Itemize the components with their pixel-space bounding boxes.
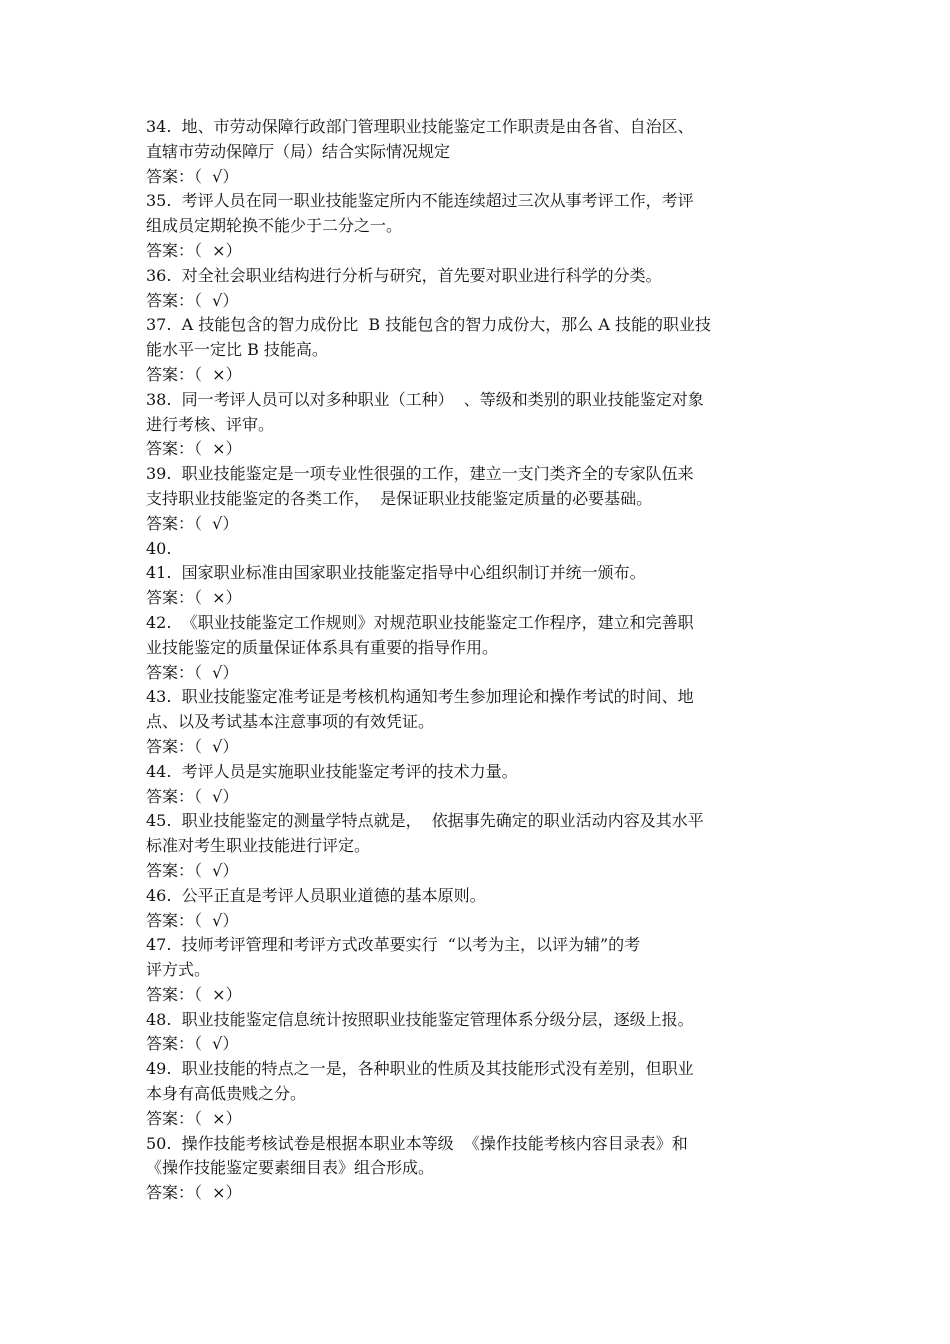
question-text: 44. 考评人员是实施职业技能鉴定考评的技术力量。 <box>146 761 518 781</box>
question-item <box>146 462 816 536</box>
answer-text: 答案：（ √） <box>146 513 239 533</box>
question-item <box>146 388 816 462</box>
question-text: 43. 职业技能鉴定准考证是考核机构通知考生参加理论和操作考试的时间、地 <box>146 687 694 707</box>
question-text: 本身有高低贵贱之分。 <box>146 1084 307 1104</box>
answer-text: 答案：（ ×） <box>146 1183 242 1203</box>
answer-text: 答案：（ ×） <box>146 984 242 1004</box>
question-text: 48. 职业技能鉴定信息统计按照职业技能鉴定管理体系分级分层，逐级上报。 <box>146 1009 694 1029</box>
answer-text: 答案：（ √） <box>146 1034 239 1054</box>
question-text: 45. 职业技能鉴定的测量学特点就是， 依据事先确定的职业活动内容及其水平 <box>146 811 704 831</box>
question-text: 直辖市劳动保障厅（局）结合实际情况规定 <box>146 141 451 161</box>
question-text: 38. 同一考评人员可以对多种职业（工种） 、等级和类别的职业技能鉴定对象 <box>146 389 704 409</box>
question-text: 41. 国家职业标准由国家职业技能鉴定指导中心组织制订并统一颁布。 <box>146 563 646 583</box>
question-text: 组成员定期轮换不能少于二分之一。 <box>146 216 403 236</box>
question-text: 评方式。 <box>146 960 211 980</box>
question-item <box>146 809 816 883</box>
question-text: 能水平一定比 B 技能高。 <box>146 340 328 360</box>
question-text: 进行考核、评审。 <box>146 414 275 434</box>
answer-text: 答案：（ ×） <box>146 439 242 459</box>
question-item <box>146 189 816 263</box>
question-text: 37. A 技能包含的智力成份比 B 技能包含的智力成份大，那么 A 技能的职业技 <box>146 315 712 335</box>
question-text: 业技能鉴定的质量保证体系具有重要的指导作用。 <box>146 637 499 657</box>
answer-text: 答案：（ √） <box>146 860 239 880</box>
question-item <box>146 760 816 810</box>
question-text: 《操作技能鉴定要素细目表》组合形成。 <box>146 1158 435 1178</box>
question-text: 点、以及考试基本注意事项的有效凭证。 <box>146 712 435 732</box>
question-text: 34. 地、市劳动保障行政部门管理职业技能鉴定工作职责是由各省、自治区、 <box>146 117 694 136</box>
question-item <box>146 1057 816 1131</box>
answer-text: 答案：（ √） <box>146 736 239 756</box>
answer-text: 答案：（ ×） <box>146 588 242 608</box>
question-text: 35. 考评人员在同一职业技能鉴定所内不能连续超过三次从事考评工作，考评 <box>146 191 694 211</box>
question-item <box>146 685 816 759</box>
question-item <box>146 1008 816 1058</box>
question-text: 47. 技师考评管理和考评方式改革要实行 “以考为主，以评为辅”的考 <box>146 935 641 955</box>
question-text: 42. 《职业技能鉴定工作规则》对规范职业技能鉴定工作程序，建立和完善职 <box>146 612 694 632</box>
question-text: 49. 职业技能的特点之一是，各种职业的性质及其技能形式没有差别，但职业 <box>146 1059 694 1079</box>
question-text: 支持职业技能鉴定的各类工作， 是保证职业技能鉴定质量的必要基础。 <box>146 488 653 508</box>
document-page <box>146 115 816 1206</box>
question-item <box>146 933 816 1007</box>
answer-text: 答案：（ √） <box>146 166 239 186</box>
question-item <box>146 313 816 387</box>
question-text: 标准对考生职业技能进行评定。 <box>146 836 371 856</box>
question-text: 36. 对全社会职业结构进行分析与研究，首先要对职业进行科学的分类。 <box>146 265 662 285</box>
question-item <box>146 1132 816 1206</box>
question-text: 40. <box>146 538 172 558</box>
answer-text: 答案：（ ×） <box>146 364 242 384</box>
question-item <box>146 537 816 562</box>
question-item <box>146 264 816 314</box>
answer-text: 答案：（ √） <box>146 786 239 806</box>
question-text: 50. 操作技能考核试卷是根据本职业本等级 《操作技能考核内容目录表》和 <box>146 1133 688 1153</box>
question-text: 39. 职业技能鉴定是一项专业性很强的工作，建立一支门类齐全的专家队伍来 <box>146 464 694 484</box>
answer-text: 答案：（ √） <box>146 910 239 930</box>
question-item <box>146 884 816 934</box>
answer-text: 答案：（ √） <box>146 290 239 310</box>
answer-text: 答案：（ √） <box>146 662 239 682</box>
question-item <box>146 561 816 611</box>
question-item <box>146 115 816 189</box>
answer-text: 答案：（ ×） <box>146 1108 242 1128</box>
question-item <box>146 611 816 685</box>
answer-text: 答案：（ ×） <box>146 240 242 260</box>
question-text: 46. 公平正直是考评人员职业道德的基本原则。 <box>146 885 486 905</box>
